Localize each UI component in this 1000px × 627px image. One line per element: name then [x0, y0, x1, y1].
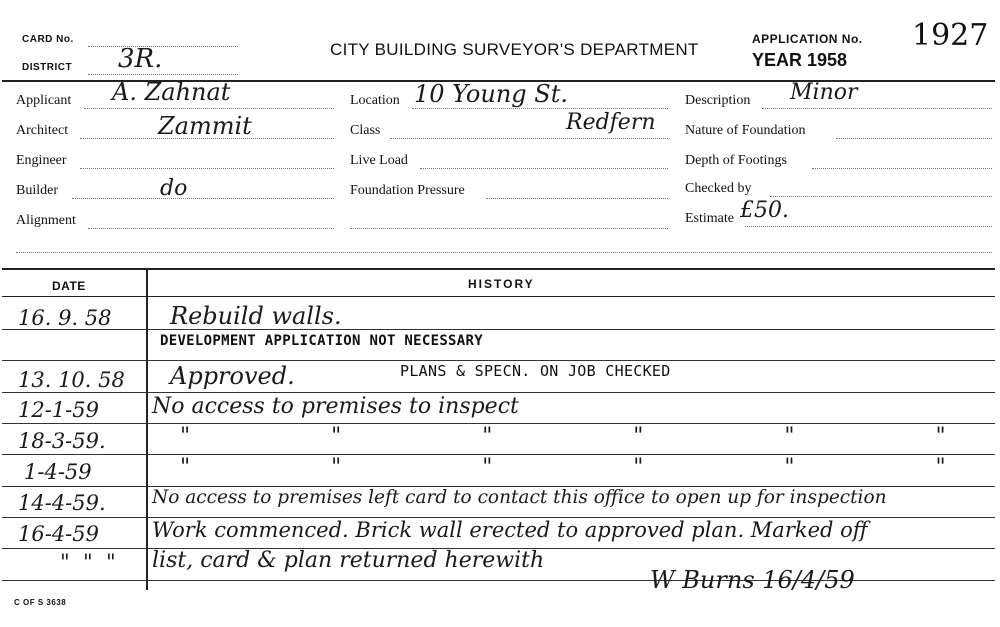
row-entry: " " " " " "	[180, 424, 946, 449]
application-no-value: 1927	[912, 18, 989, 53]
builder-label: Builder	[16, 183, 58, 198]
row-date: 16-4-59	[18, 522, 99, 546]
nature-of-foundation-label: Nature of Foundation	[685, 123, 806, 138]
row-entry: " " " " " "	[180, 455, 946, 480]
row-line	[2, 360, 995, 361]
depth-of-footings-label: Depth of Footings	[685, 153, 787, 168]
alignment-line	[88, 228, 334, 229]
estimate-line	[745, 226, 992, 227]
row-date: 13. 10. 58	[18, 368, 125, 392]
row-date: 16. 9. 58	[18, 306, 112, 330]
architect-label: Architect	[16, 123, 69, 138]
class-line	[390, 138, 668, 139]
row-date: 1-4-59	[24, 460, 92, 484]
form-code: C OF S 3638	[14, 598, 67, 607]
district-label: DISTRICT	[22, 62, 73, 73]
date-column-header: DATE	[52, 279, 86, 293]
description-label: Description	[685, 93, 751, 108]
development-stamp: DEVELOPMENT APPLICATION NOT NECESSARY	[160, 333, 483, 349]
card-no-label: CARD No.	[22, 34, 74, 45]
description-line	[762, 108, 992, 109]
row-line	[2, 392, 995, 393]
class-label: Class	[350, 123, 381, 138]
row-date: 12-1-59	[18, 398, 99, 422]
checked-by-line	[770, 196, 992, 197]
row-entry: No access to premises to inspect	[152, 394, 519, 419]
history-top-rule	[2, 268, 995, 270]
row-date: 14-4-59.	[18, 491, 106, 515]
card-no-line	[88, 46, 238, 47]
history-header-rule	[2, 296, 995, 297]
foundation-pressure-line	[486, 198, 668, 199]
row-date: 18-3-59.	[18, 429, 106, 453]
row-entry: Approved.	[170, 362, 295, 390]
row-entry: list, card & plan returned herewith	[152, 548, 545, 573]
col2-blank-line	[350, 228, 668, 229]
location-label: Location	[350, 93, 400, 108]
engineer-line	[80, 168, 334, 169]
department-title: CITY BUILDING SURVEYOR'S DEPARTMENT	[330, 40, 699, 59]
fields-bottom-line	[16, 252, 992, 253]
class-value: Redfern	[566, 110, 656, 135]
application-no-label: APPLICATION No.	[752, 32, 863, 46]
engineer-label: Engineer	[16, 153, 67, 168]
estimate-value: £50.	[740, 198, 789, 223]
row-entry: Rebuild walls.	[170, 302, 342, 330]
estimate-label: Estimate	[685, 211, 734, 226]
location-line	[412, 108, 668, 109]
row-date: " " "	[60, 550, 116, 574]
builder-line	[72, 198, 334, 199]
plans-checked-stamp: PLANS & SPECN. ON JOB CHECKED	[400, 362, 671, 380]
applicant-line	[84, 108, 334, 109]
foundation-pressure-label: Foundation Pressure	[350, 183, 465, 198]
alignment-label: Alignment	[16, 213, 76, 228]
district-value: 3R.	[118, 44, 163, 74]
architect-value: Zammit	[158, 112, 252, 140]
depth-of-footings-line	[812, 168, 992, 169]
row-entry: Work commenced. Brick wall erected to approved plan. Marked off	[152, 518, 868, 542]
date-column-divider	[146, 268, 148, 590]
inspector-signature: W Burns 16/4/59	[650, 566, 855, 594]
live-load-line	[420, 168, 668, 169]
live-load-label: Live Load	[350, 153, 408, 168]
applicant-label: Applicant	[16, 93, 72, 108]
builder-value: do	[160, 176, 188, 201]
row-line	[2, 329, 995, 330]
district-line	[88, 74, 238, 75]
applicant-value: A. Zahnat	[112, 78, 231, 106]
description-value: Minor	[790, 80, 858, 105]
nature-of-foundation-line	[836, 138, 992, 139]
year-label: YEAR 1958	[752, 50, 848, 70]
history-column-header: HISTORY	[468, 277, 535, 291]
row-entry: No access to premises left card to contact this office to open up for inspection	[152, 487, 887, 508]
location-value: 10 Young St.	[414, 80, 568, 108]
checked-by-label: Checked by	[685, 181, 752, 196]
